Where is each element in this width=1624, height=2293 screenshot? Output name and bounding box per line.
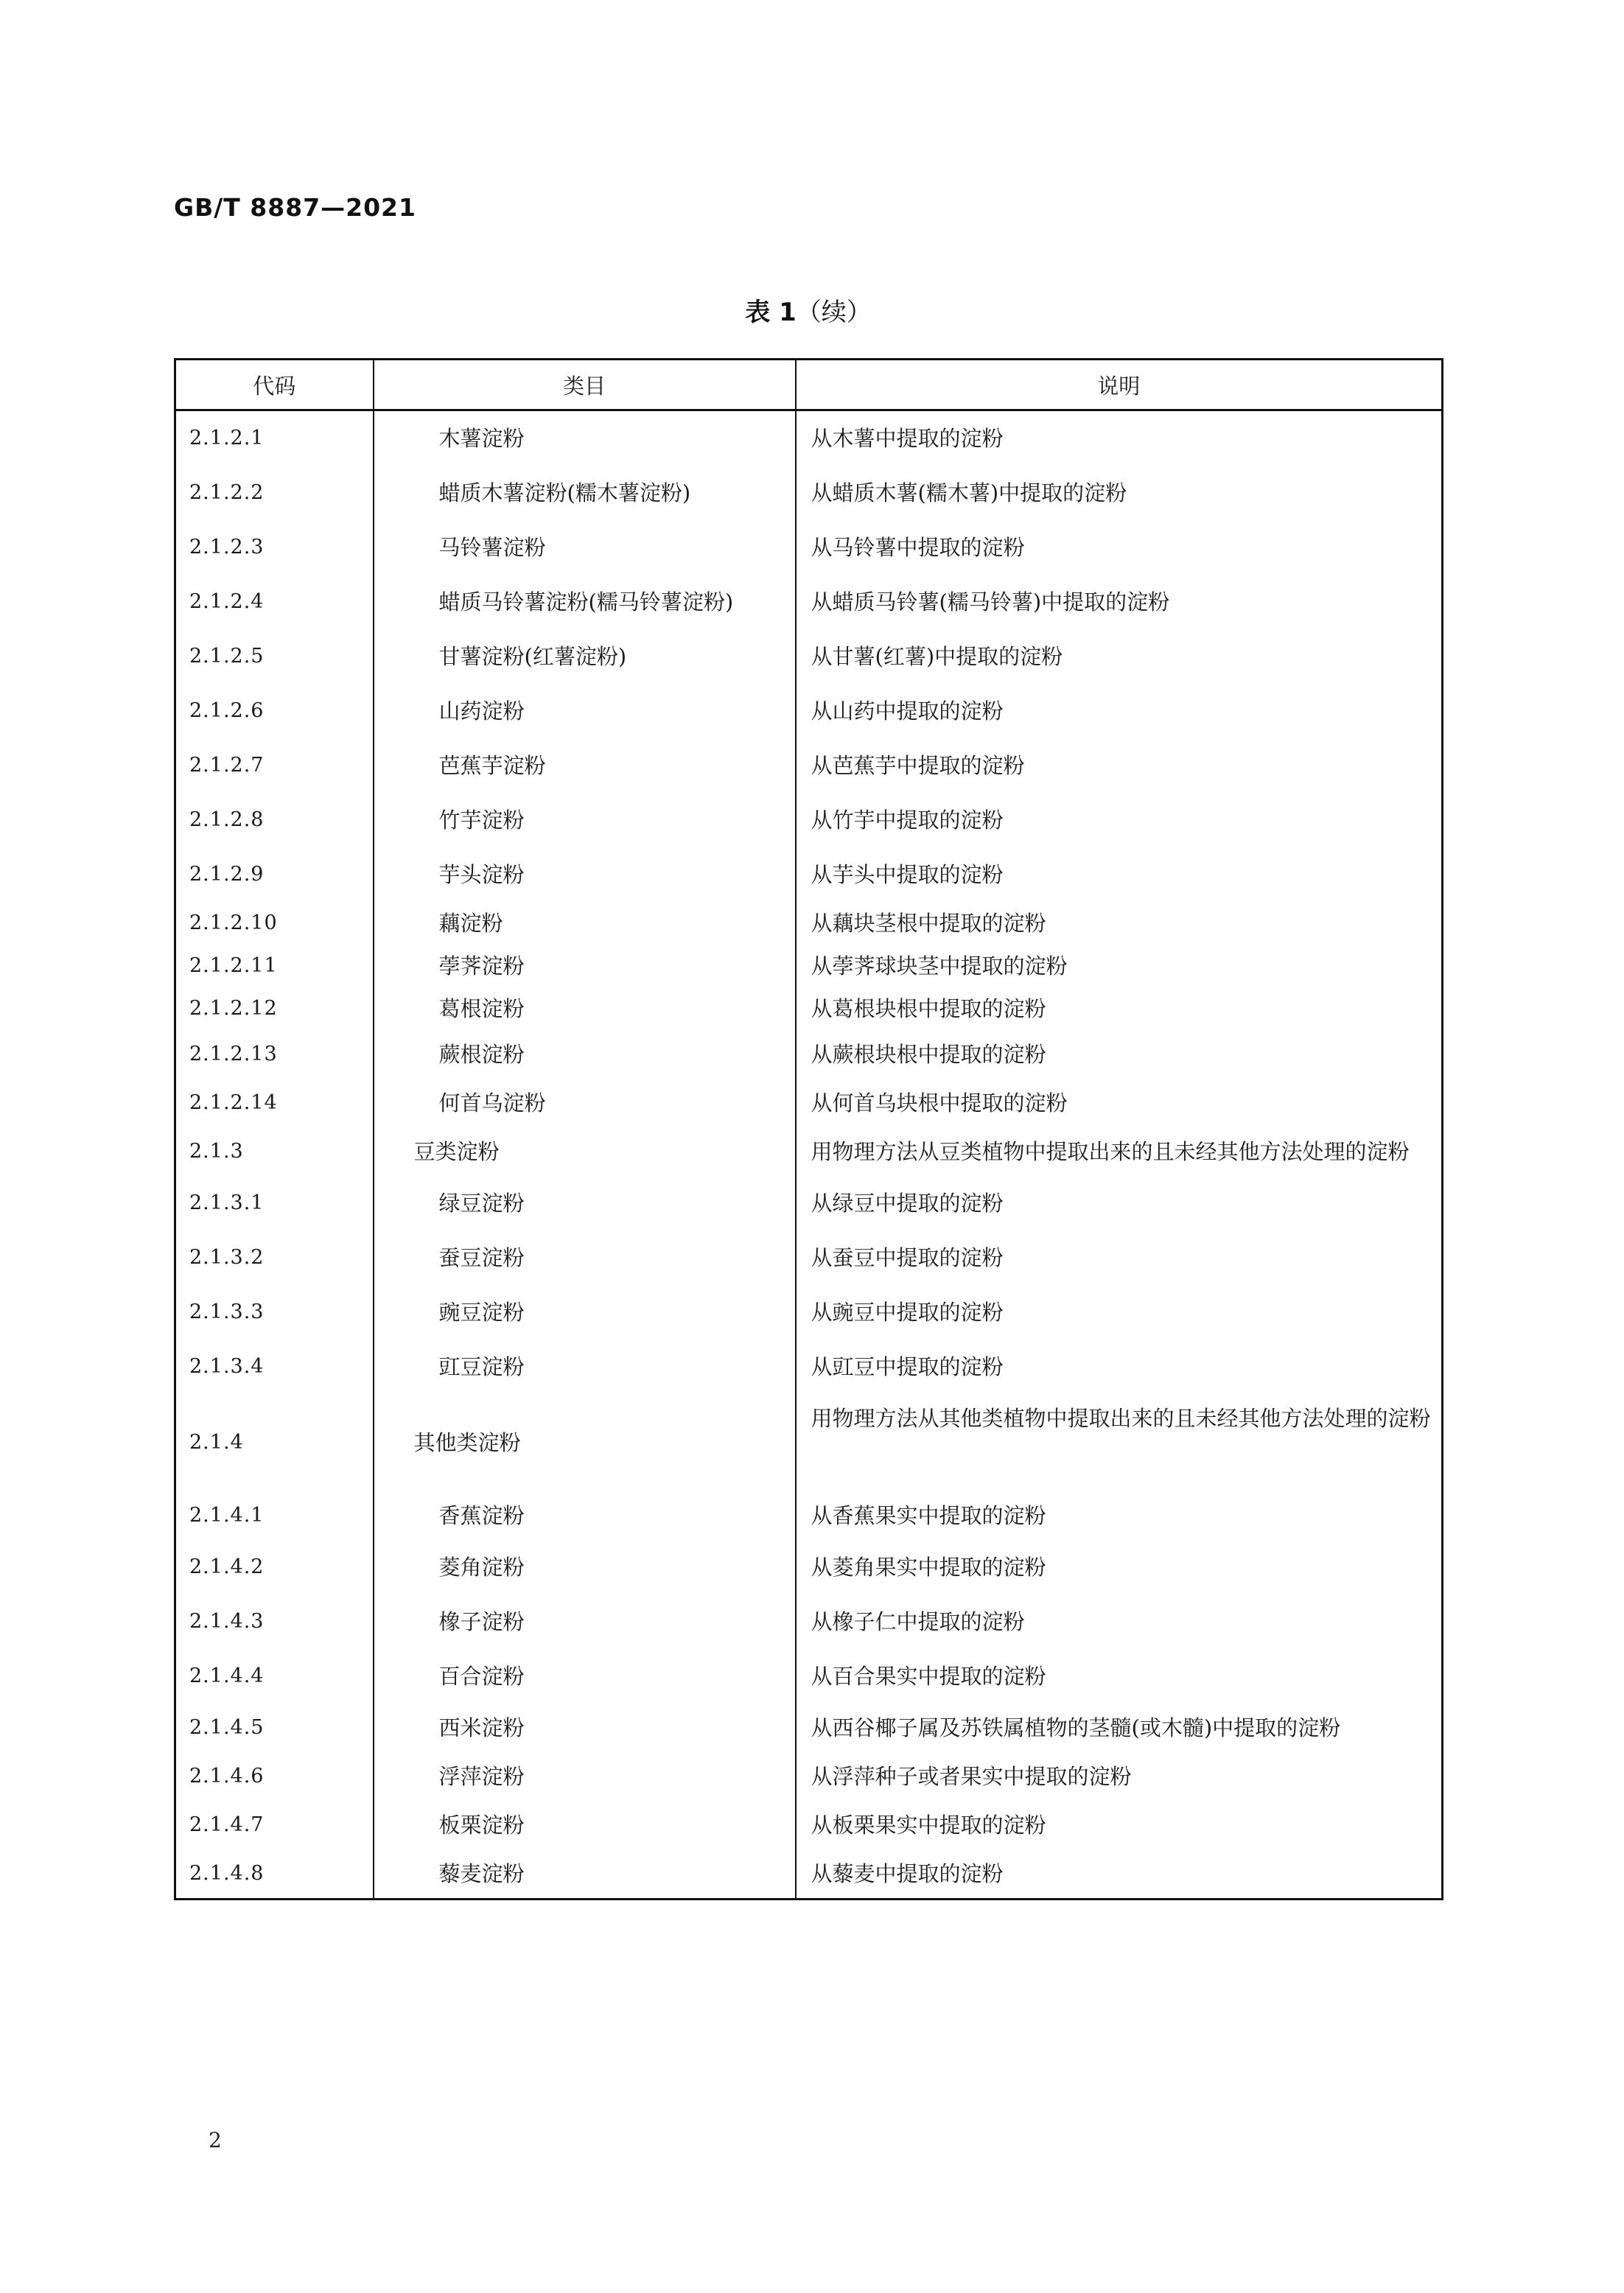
row-description: 用物理方法从豆类植物中提取出来的且未经其他方法处理的淀粉	[811, 1139, 1410, 1164]
row-category: 百合淀粉	[374, 1649, 796, 1704]
row-category: 马铃薯淀粉	[374, 520, 796, 575]
row-code: 2.1.2.14	[175, 1079, 374, 1127]
table-row	[175, 847, 1443, 902]
row-category: 蜡质马铃薯淀粉(糯马铃薯淀粉)	[374, 575, 796, 629]
table-caption-continued: （续）	[796, 298, 872, 327]
table-caption	[0, 292, 1617, 328]
row-code: 2.1.2.1	[175, 410, 374, 466]
row-category: 橡子淀粉	[374, 1594, 796, 1649]
row-code: 2.1.4.8	[175, 1849, 374, 1900]
row-code: 2.1.2.11	[175, 945, 374, 987]
table-row	[175, 1752, 1443, 1801]
row-code: 2.1.3.1	[175, 1176, 374, 1230]
row-description: 从橡子仁中提取的淀粉	[811, 1609, 1025, 1634]
table-header-row	[175, 360, 1443, 410]
table-row	[175, 1801, 1443, 1849]
row-code: 2.1.2.3	[175, 520, 374, 575]
table-row	[175, 575, 1443, 629]
row-category: 芋头淀粉	[374, 847, 796, 902]
table-row	[175, 987, 1443, 1030]
row-code: 2.1.2.9	[175, 847, 374, 902]
row-description: 从芭蕉芋中提取的淀粉	[811, 753, 1025, 778]
table-row	[175, 1079, 1443, 1127]
row-category: 绿豆淀粉	[374, 1176, 796, 1230]
row-category: 豆类淀粉	[374, 1127, 796, 1176]
row-description: 从浮萍种子或者果实中提取的淀粉	[811, 1764, 1132, 1789]
row-category: 蚕豆淀粉	[374, 1230, 796, 1285]
row-code: 2.1.2.7	[175, 738, 374, 793]
row-code: 2.1.4.4	[175, 1649, 374, 1704]
row-description: 从蕨根块根中提取的淀粉	[811, 1042, 1046, 1067]
row-description: 从何首乌块根中提取的淀粉	[811, 1091, 1068, 1116]
row-description: 从竹芋中提取的淀粉	[811, 808, 1004, 833]
table-row	[175, 1285, 1443, 1340]
row-category: 木薯淀粉	[374, 410, 796, 466]
row-category: 蜡质木薯淀粉(糯木薯淀粉)	[374, 466, 796, 520]
row-description: 从葛根块根中提取的淀粉	[811, 996, 1046, 1021]
row-code: 2.1.2.12	[175, 987, 374, 1030]
table-row	[175, 1594, 1443, 1649]
table-row	[175, 1491, 1443, 1540]
row-category: 荸荠淀粉	[374, 945, 796, 987]
table-row	[175, 1176, 1443, 1230]
row-category: 藕淀粉	[374, 902, 796, 945]
row-code: 2.1.4.2	[175, 1540, 374, 1594]
row-description: 从西谷椰子属及苏铁属植物的茎髓(或木髓)中提取的淀粉	[811, 1715, 1341, 1740]
row-code: 2.1.4.6	[175, 1752, 374, 1801]
row-code: 2.1.4.1	[175, 1491, 374, 1540]
row-description: 从甘薯(红薯)中提取的淀粉	[811, 644, 1063, 669]
row-description: 用物理方法从其他类植物中提取出来的且未经其他方法处理的淀粉	[811, 1406, 1431, 1431]
row-category: 蕨根淀粉	[374, 1030, 796, 1079]
table-row	[175, 1540, 1443, 1594]
row-description: 从板栗果实中提取的淀粉	[811, 1813, 1046, 1838]
table-row	[175, 793, 1443, 847]
row-category: 豌豆淀粉	[374, 1285, 796, 1340]
row-code: 2.1.3.2	[175, 1230, 374, 1285]
row-code: 2.1.3	[175, 1127, 374, 1176]
row-category: 何首乌淀粉	[374, 1079, 796, 1127]
row-code: 2.1.4.7	[175, 1801, 374, 1849]
row-code: 2.1.4.3	[175, 1594, 374, 1649]
row-category: 香蕉淀粉	[374, 1491, 796, 1540]
row-category: 菱角淀粉	[374, 1540, 796, 1594]
classification-table	[174, 358, 1443, 1900]
row-description: 从百合果实中提取的淀粉	[811, 1664, 1046, 1689]
table-row	[175, 410, 1443, 466]
row-category: 藜麦淀粉	[374, 1849, 796, 1900]
table-row	[175, 945, 1443, 987]
row-code: 2.1.4	[175, 1394, 374, 1491]
row-category: 葛根淀粉	[374, 987, 796, 1030]
table-row	[175, 1849, 1443, 1900]
table-caption-title: 表 1	[745, 298, 797, 327]
table-row	[175, 466, 1443, 520]
table-row	[175, 1230, 1443, 1285]
row-code: 2.1.2.13	[175, 1030, 374, 1079]
row-description: 从香蕉果实中提取的淀粉	[811, 1503, 1046, 1528]
row-description: 从蜡质木薯(糯木薯)中提取的淀粉	[811, 480, 1127, 505]
standard-number: GB/T 8887—2021	[174, 193, 416, 222]
table-row	[175, 1704, 1443, 1752]
row-code: 2.1.3.3	[175, 1285, 374, 1340]
row-description: 从蚕豆中提取的淀粉	[811, 1245, 1004, 1270]
row-code: 2.1.2.8	[175, 793, 374, 847]
row-description: 从藕块茎根中提取的淀粉	[811, 911, 1046, 936]
table-row	[175, 1340, 1443, 1394]
row-code: 2.1.4.5	[175, 1704, 374, 1752]
row-description: 从芋头中提取的淀粉	[811, 862, 1004, 887]
row-code: 2.1.3.4	[175, 1340, 374, 1394]
row-description: 从菱角果实中提取的淀粉	[811, 1555, 1046, 1580]
column-header-description: 说明	[796, 360, 1443, 410]
row-category: 甘薯淀粉(红薯淀粉)	[374, 629, 796, 684]
row-description: 从藜麦中提取的淀粉	[811, 1861, 1004, 1886]
row-code: 2.1.2.2	[175, 466, 374, 520]
row-code: 2.1.2.10	[175, 902, 374, 945]
row-description: 从荸荠球块茎中提取的淀粉	[811, 953, 1068, 979]
table-row	[175, 1127, 1443, 1176]
table-row	[175, 684, 1443, 738]
row-description: 从豇豆中提取的淀粉	[811, 1354, 1004, 1379]
row-description: 从马铃薯中提取的淀粉	[811, 535, 1025, 560]
table-row	[175, 1394, 1443, 1491]
row-category: 山药淀粉	[374, 684, 796, 738]
row-category: 豇豆淀粉	[374, 1340, 796, 1394]
row-description: 从木薯中提取的淀粉	[811, 426, 1004, 451]
table-row	[175, 629, 1443, 684]
row-category: 其他类淀粉	[374, 1394, 796, 1491]
table-row	[175, 520, 1443, 575]
row-code: 2.1.2.5	[175, 629, 374, 684]
row-code: 2.1.2.6	[175, 684, 374, 738]
row-description: 从山药中提取的淀粉	[811, 699, 1004, 724]
table-row	[175, 738, 1443, 793]
row-description: 从蜡质马铃薯(糯马铃薯)中提取的淀粉	[811, 589, 1170, 615]
row-category: 西米淀粉	[374, 1704, 796, 1752]
column-header-category: 类目	[374, 360, 796, 410]
table-row	[175, 1030, 1443, 1079]
page-number: 2	[209, 2128, 222, 2152]
column-header-code: 代码	[175, 360, 374, 410]
row-category: 浮萍淀粉	[374, 1752, 796, 1801]
row-category: 竹芋淀粉	[374, 793, 796, 847]
row-code: 2.1.2.4	[175, 575, 374, 629]
table-row	[175, 1649, 1443, 1704]
row-category: 板栗淀粉	[374, 1801, 796, 1849]
row-description: 从绿豆中提取的淀粉	[811, 1191, 1004, 1216]
row-category: 芭蕉芋淀粉	[374, 738, 796, 793]
row-description: 从豌豆中提取的淀粉	[811, 1300, 1004, 1325]
table-row	[175, 902, 1443, 945]
